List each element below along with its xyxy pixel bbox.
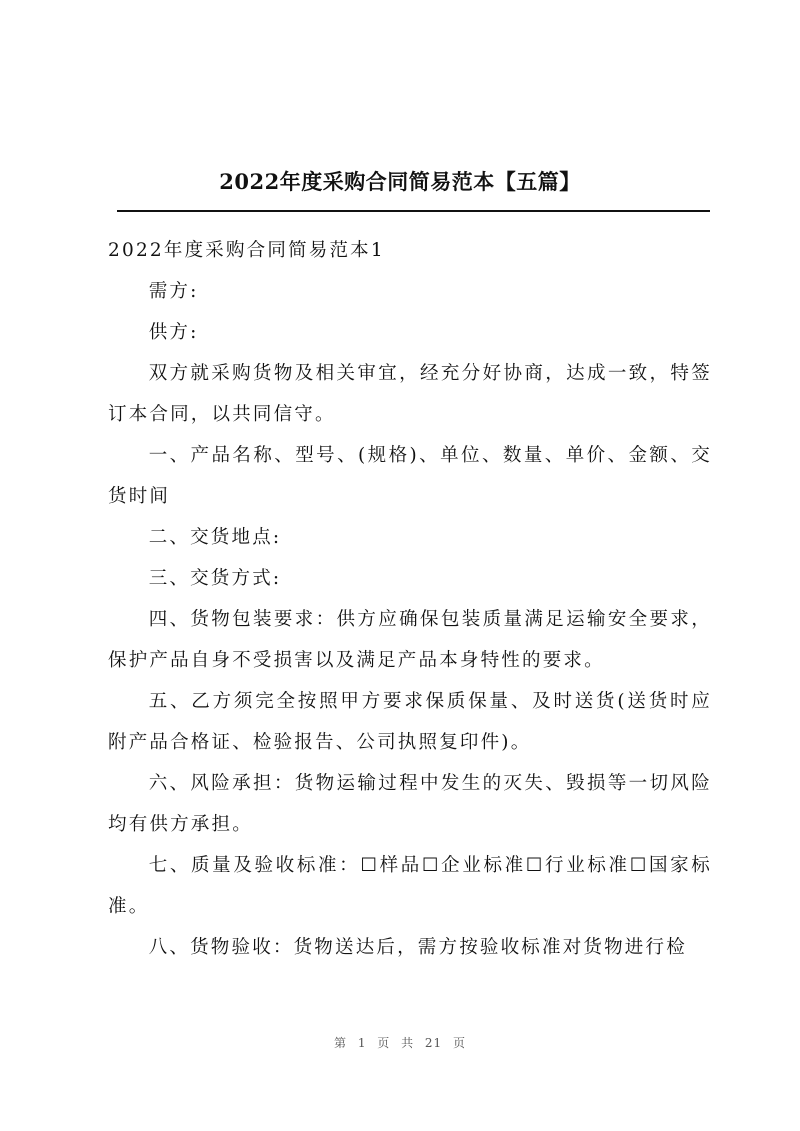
document-body [108,230,712,968]
paragraph-clause-1: 一、产品名称、型号、(规格)、单位、数量、单价、金额、交货时间 [108,445,712,507]
paragraph-agreement: 双方就采购货物及相关审宜，经充分好协商，达成一致，特签订本合同，以共同信守。 [108,363,712,425]
document-title: 2022年度采购合同简易范本【五篇】 [219,169,581,194]
section-heading: 2022年度采购合同简易范本1 [108,240,385,261]
paragraph-clause-8: 八、货物验收：货物送达后，需方按验收标准对货物进行检 [148,937,687,958]
paragraph-clause-4: 四、货物包装要求：供方应确保包装质量满足运输安全要求，保护产品自身不受损害以及满足产品本身特性的要求。 [108,609,712,671]
paragraph-clause-3: 三、交货方式: [148,568,282,589]
paragraph-buyer: 需方: [148,281,199,302]
paragraph-clause-6: 六、风险承担：货物运输过程中发生的灭失、毁损等一切风险均有供方承担。 [108,773,712,835]
page-footer: 第 1 页 共 21 页 [334,1036,466,1050]
title-divider [117,210,710,212]
paragraph-clause-7: 七、质量及验收标准：☐样品☐企业标准☐行业标准☐国家标准。 [108,855,712,917]
paragraph-clause-2: 二、交货地点: [148,527,282,548]
paragraph-supplier: 供方: [148,322,199,343]
paragraph-clause-5: 五、乙方须完全按照甲方要求保质保量、及时送货(送货时应附产品合格证、检验报告、公司执照复印件)。 [108,691,712,753]
